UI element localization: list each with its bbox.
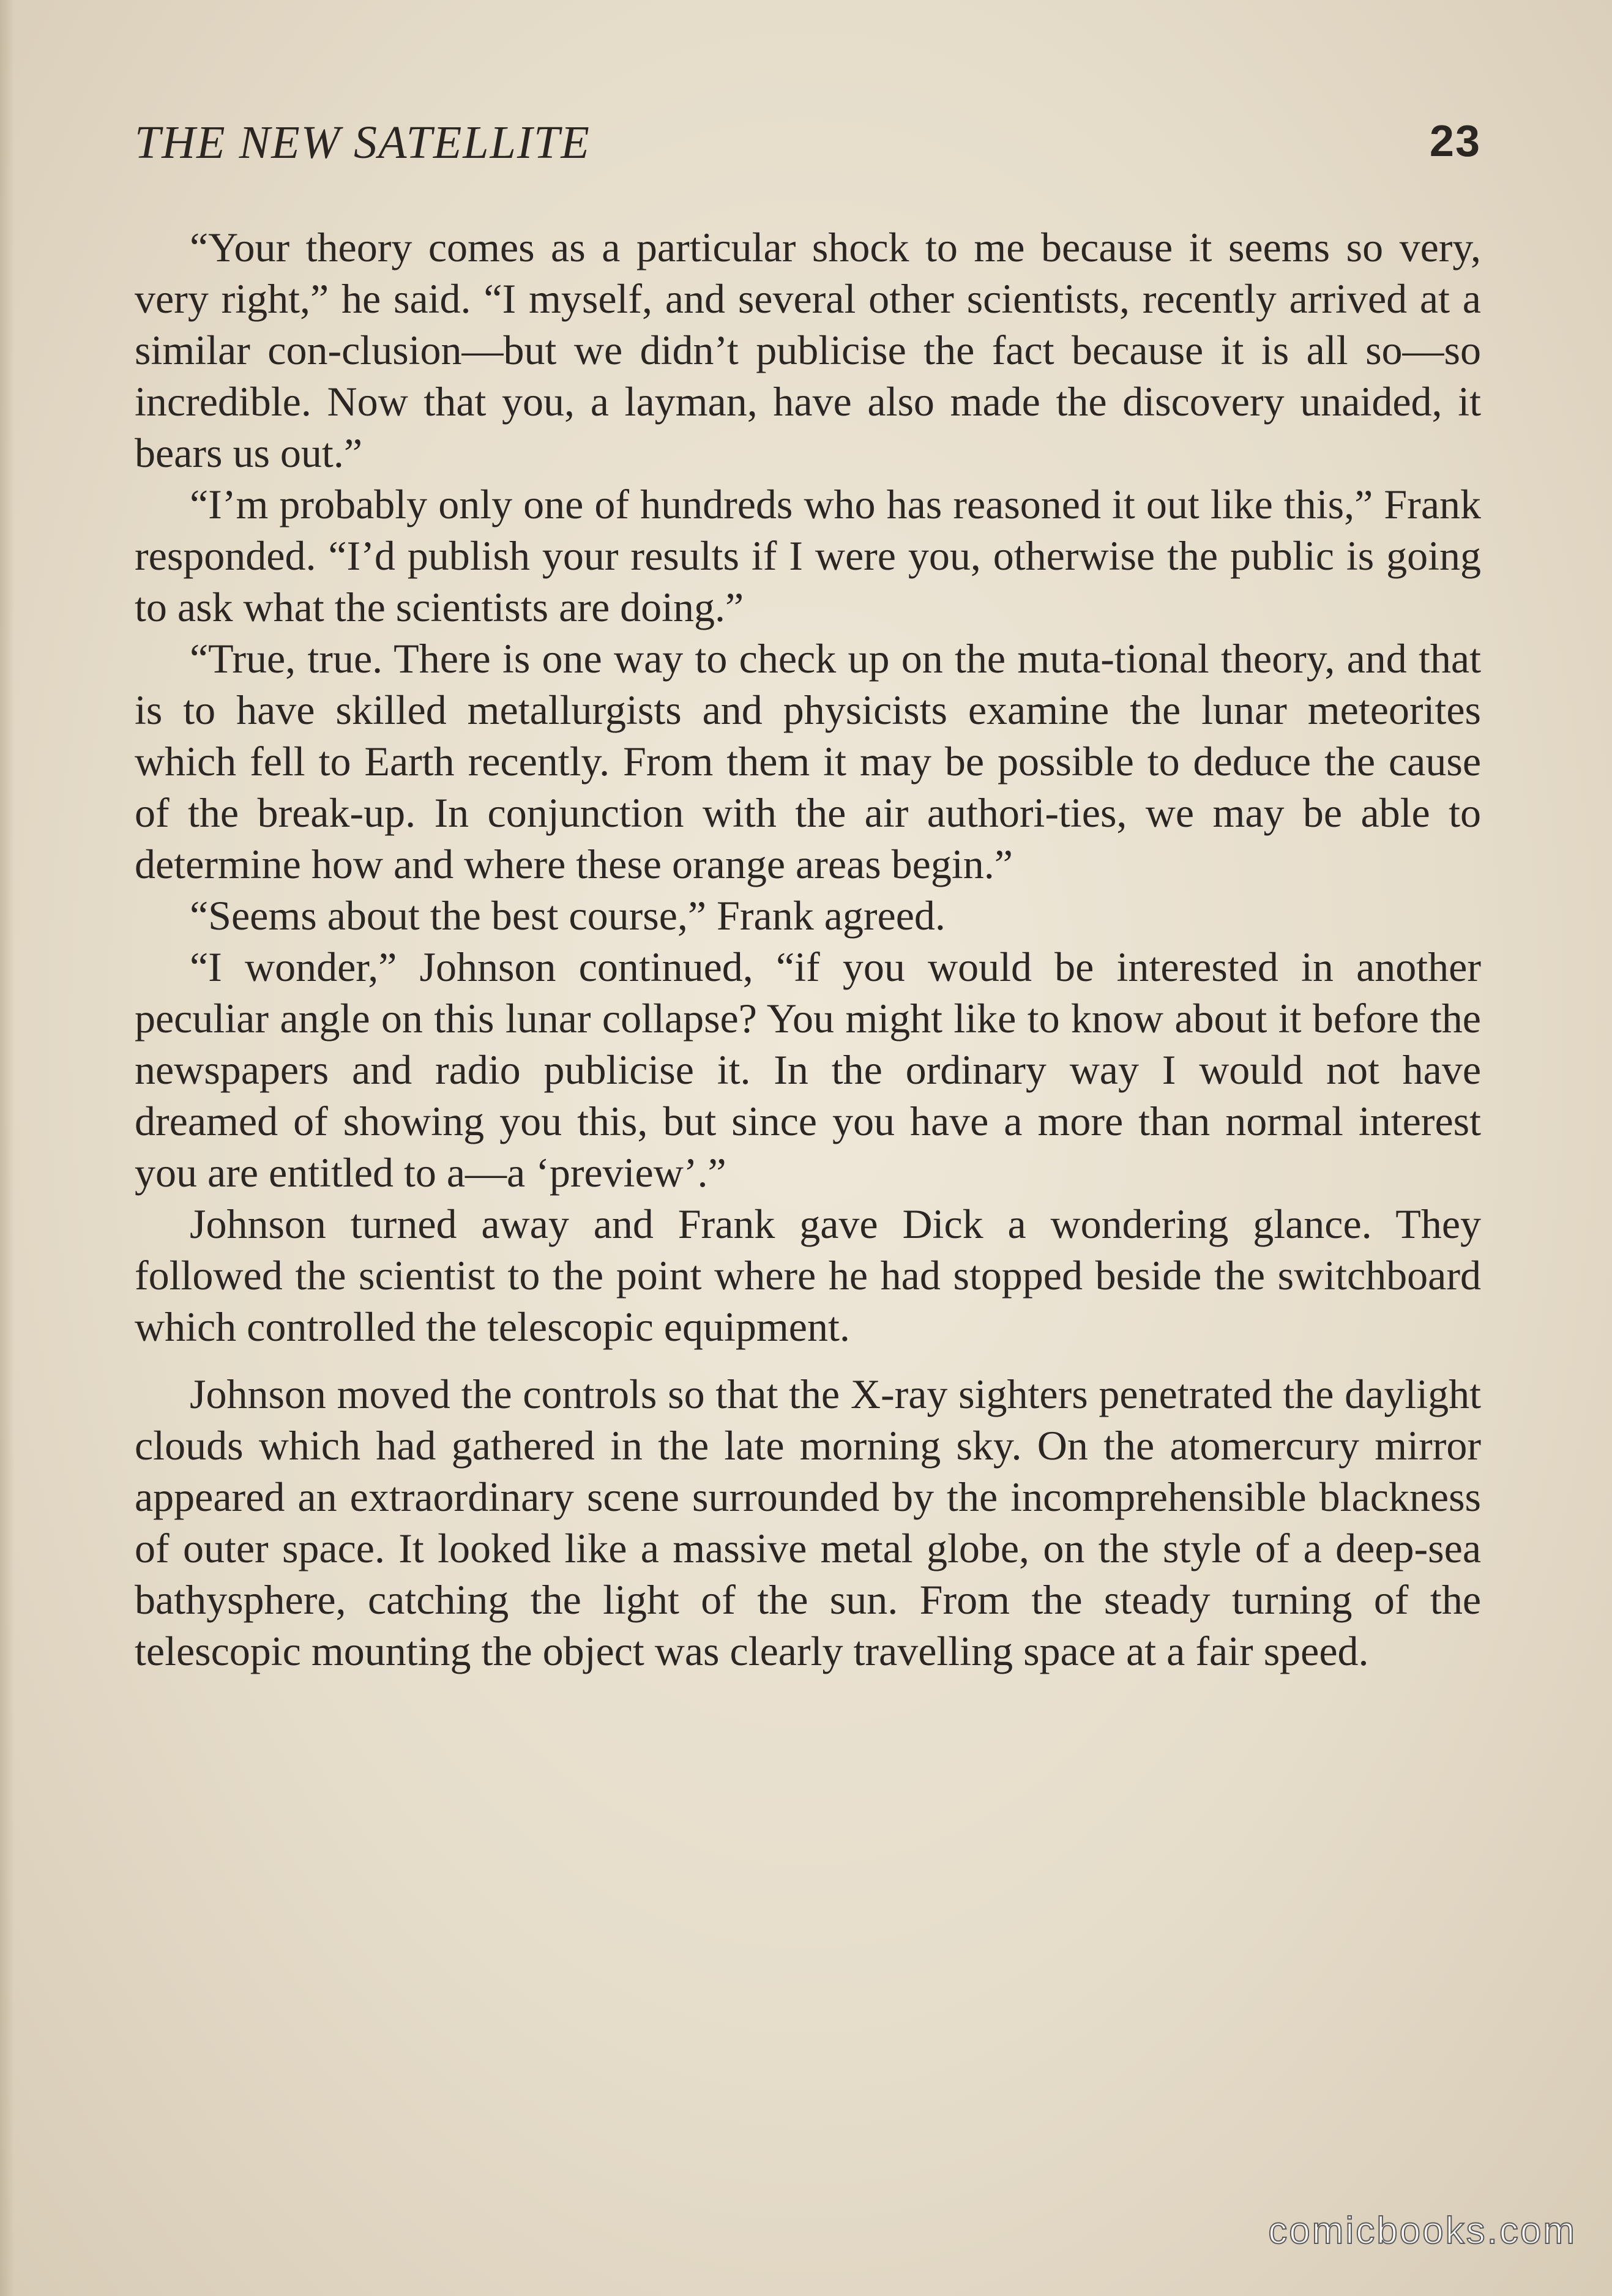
paragraph: Johnson turned away and Frank gave Dick a wondering glance. They followed the scientist to the point where he had stopped beside the switchboard which controlled the telescopic equipment. [135, 1201, 1481, 1350]
running-title: THE NEW SATELLITE [135, 117, 591, 168]
watermark: comicbooks.com [1268, 2210, 1577, 2252]
page-edge-shadow [0, 0, 15, 2296]
paragraph: “I’m probably only one of hundreds who has reasoned it out like this,” Frank responded. “I’d publish your results if I were you, otherwise the public is going to ask what the scientists are doing.” [135, 481, 1481, 630]
paragraph: “I wonder,” Johnson continued, “if you would be interested in another peculiar angle on this lunar collapse? You might like to know about it before the newspapers and radio publicise it. In the ordinary way I would not have dreamed of showing you this, but since you have a more than normal interest you are entitled to a—a ‘preview’.” [135, 944, 1481, 1196]
running-head [135, 116, 1481, 177]
paragraph: “Seems about the best course,” Frank agreed. [190, 892, 946, 939]
paragraph: Johnson moved the controls so that the X-ray sighters penetrated the daylight clouds which had gathered in the late morning sky. On the atomercury mirror appeared an extraordinary scene surrounded by the incomprehensible blackness of outer space. It looked like a massive metal globe, on the style of a deep-sea bathysphere, catching the light of the sun. From the steady turning of the telescopic mounting the object was clearly travelling space at a fair speed. [135, 1371, 1481, 1674]
body-text [135, 222, 1481, 1677]
paragraph: “True, true. There is one way to check up on the muta-tional theory, and that is to have skilled metallurgists and physicists examine the lunar meteorites which fell to Earth recently. From them it may be possible to deduce the cause of the break-up. In conjunction with the air authori-ties, we may be able to determine how and where these orange areas begin.” [135, 635, 1481, 887]
page-number: 23 [1429, 117, 1481, 166]
paragraph: “Your theory comes as a particular shock to me because it seems so very, very right,” he said. “I myself, and several other scientists, recently arrived at a similar con-clusion—but we didn’t publicise the fact because it is all so—so incredible. Now that you, a layman, have also made the discovery unaided, it bears us out.” [135, 224, 1481, 476]
